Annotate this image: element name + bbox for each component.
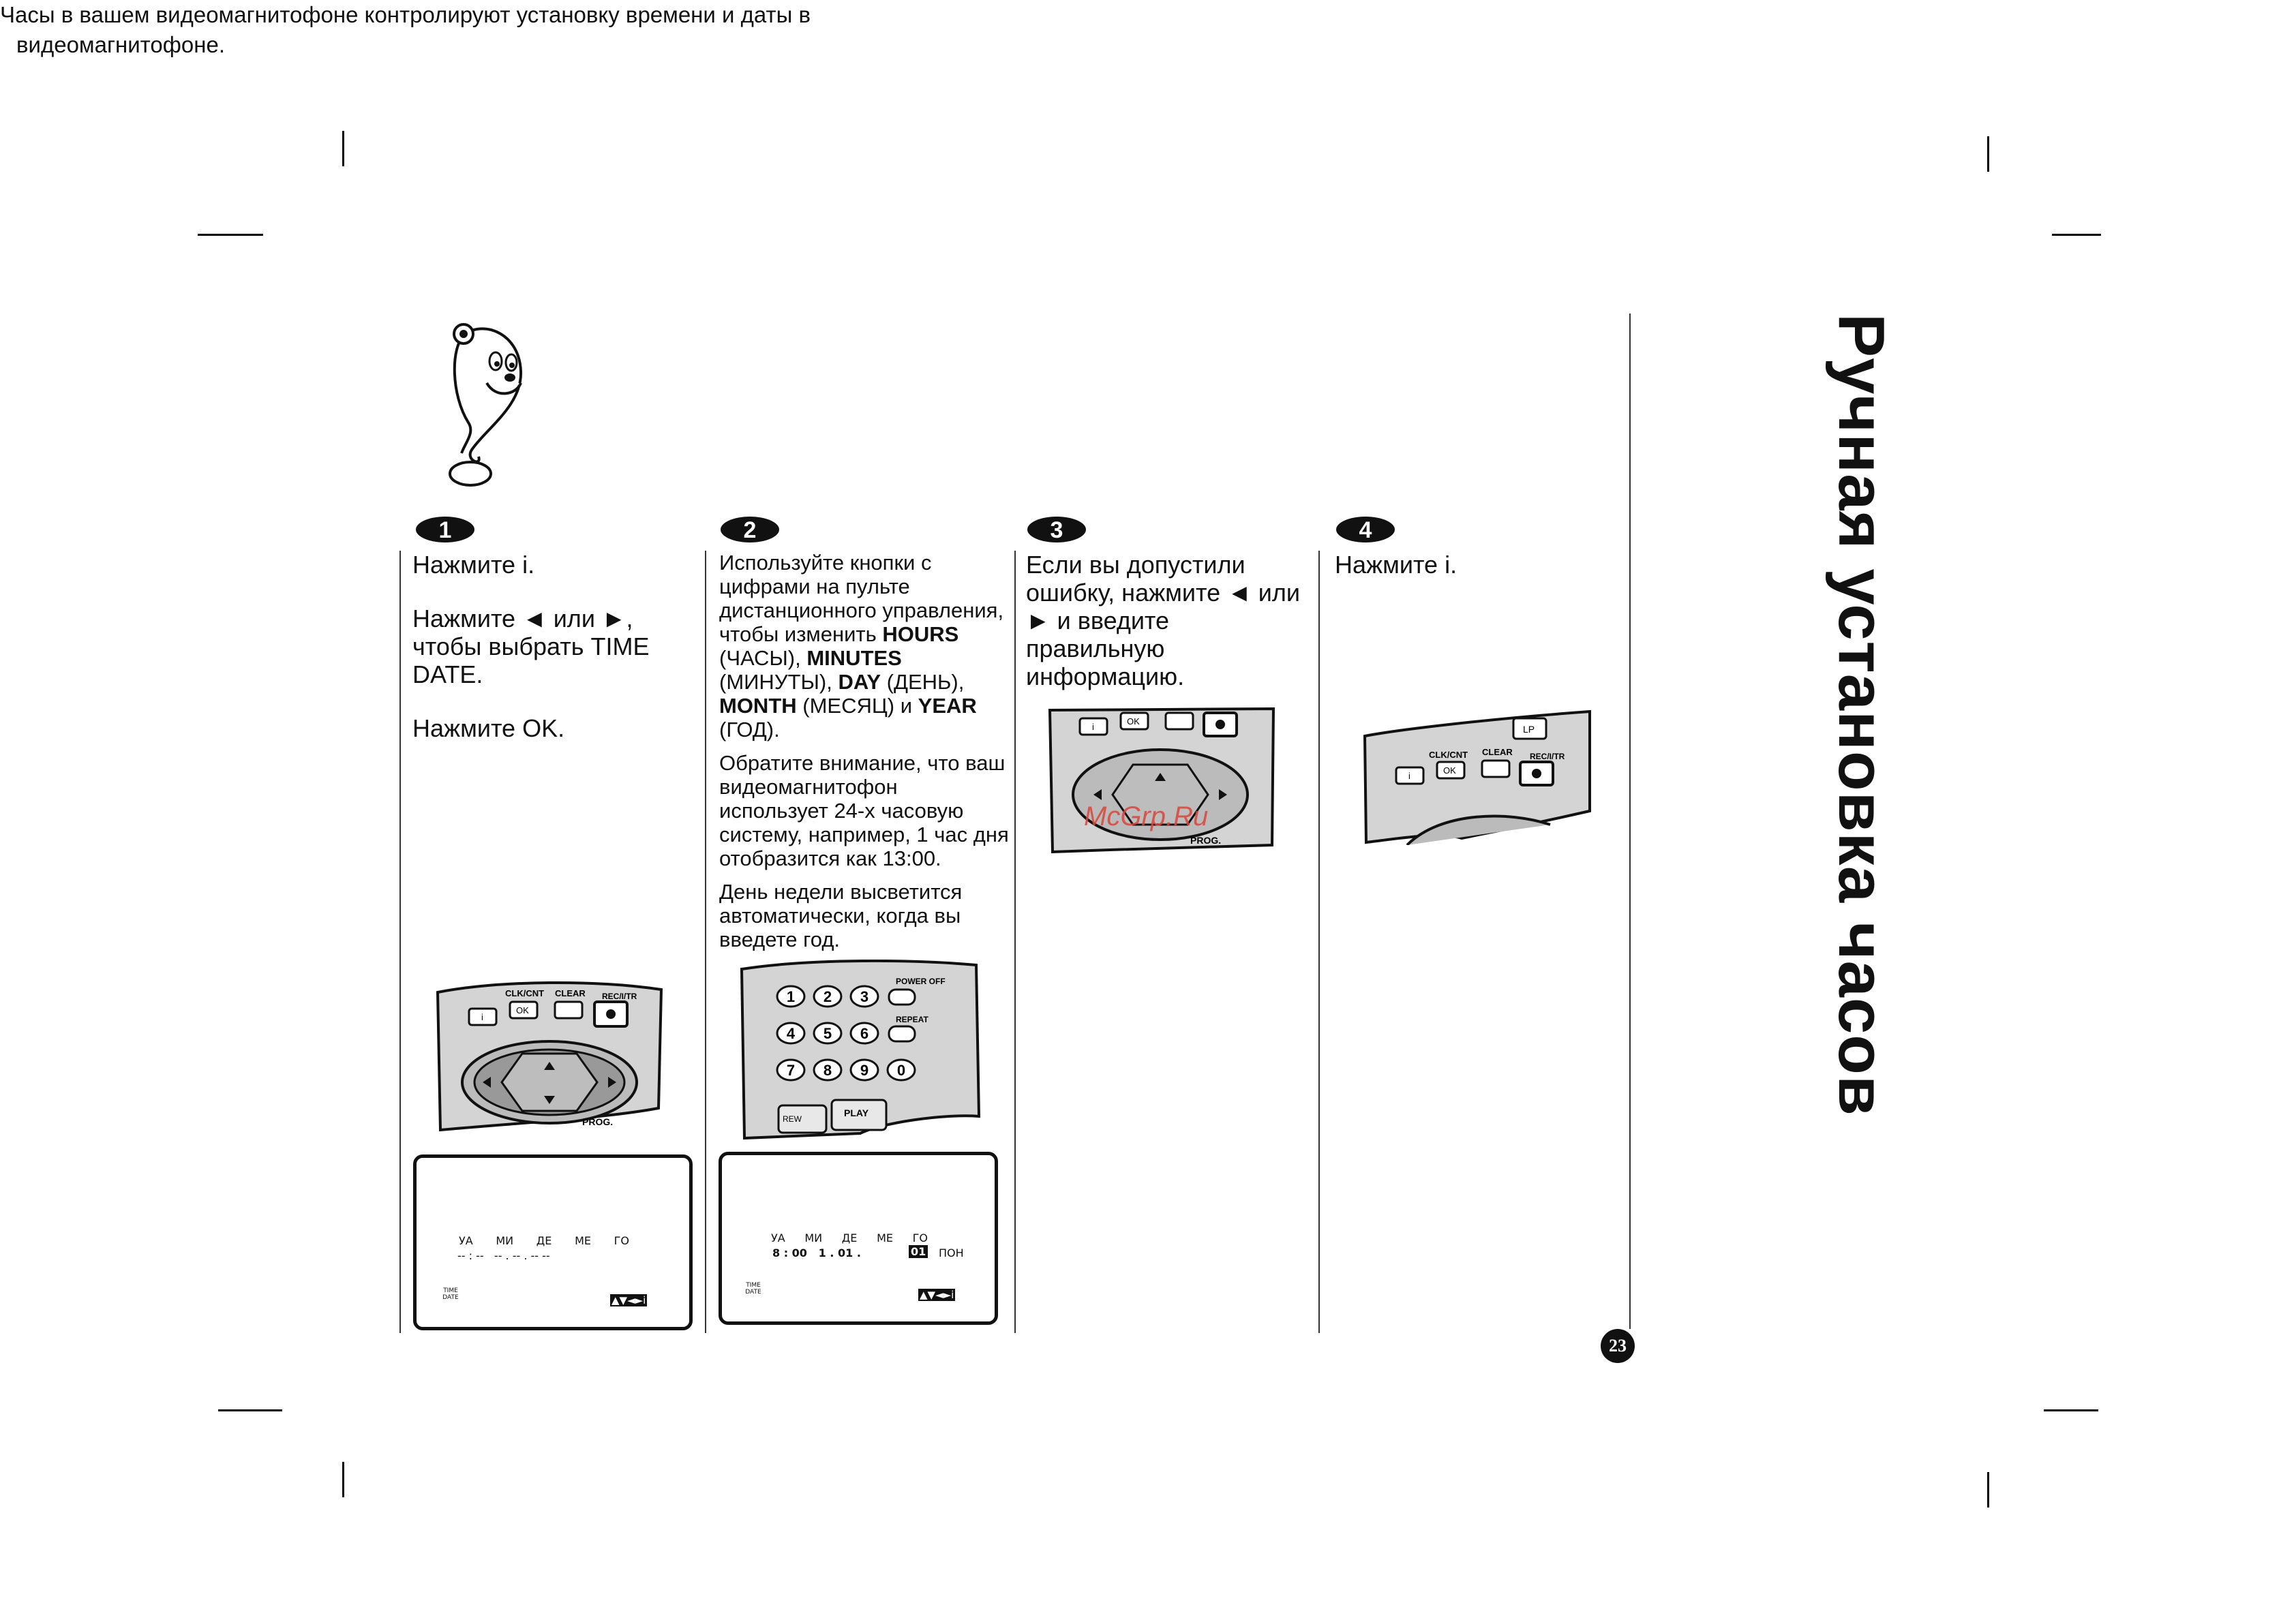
step-2-text [719, 551, 1012, 961]
prog-label: PROG. [1190, 835, 1222, 846]
repeat-label: REPEAT [896, 1015, 928, 1024]
step-4-digit: 4 [1359, 517, 1372, 543]
remote-control-step-4-illustration [1359, 709, 1594, 845]
rec-label: REC/I/TR [602, 992, 637, 1001]
prog-label: PROG. [582, 1116, 614, 1127]
osd-header: МИ [804, 1231, 823, 1244]
step-2-para-2: Обратите внимание, что ваш видеомагнитофон использует 24-х часовую систему, например, 1 час дня отобразится как 13:00. [719, 751, 1009, 870]
month-ru: (МЕСЯЦ) и [796, 694, 918, 718]
osd-header: ГО [614, 1234, 629, 1247]
time-date-icon: TIME DATE [442, 1287, 459, 1301]
osd-header: УА [459, 1234, 473, 1247]
hours-ru: (ЧАСЫ), [719, 646, 807, 670]
play-label: PLAY [844, 1107, 869, 1118]
intro-line-1: Часы в вашем видеомагнитофоне контролируют установку времени и даты в [0, 2, 811, 27]
osd-header: УА [771, 1231, 785, 1244]
step-1-line-2: Нажмите ◄ или ►, чтобы выбрать TIME DATE. [412, 605, 650, 688]
osd-values: 8 : 00 1 . 01 . [772, 1246, 861, 1259]
step-2-text-a: Используйте кнопки с цифрами на пульте дистанционного управления, чтобы изменить [719, 551, 1004, 646]
ok-button-label: OK [1443, 765, 1456, 776]
column-divider [1014, 551, 1016, 1333]
column-divider [1629, 313, 1631, 1329]
osd-values: -- : -- -- . -- . -- -- [457, 1249, 550, 1262]
step-3-line-1: Если вы допустили ошибку, нажмите ◄ или ► и введите правильную информацию. [1026, 551, 1300, 690]
intro-line-2: видеомагнитофоне. [16, 32, 226, 57]
watermark: McGrp.Ru [1084, 801, 1209, 831]
step-1-text [412, 551, 699, 768]
digit-1-label: 1 [786, 988, 796, 1005]
i-button-label: i [481, 1012, 483, 1022]
year-ru: (ГОД). [719, 718, 780, 741]
year-term: YEAR [918, 694, 977, 718]
i-button-label: i [1092, 722, 1094, 732]
hours-term: HOURS [882, 622, 959, 646]
osd-nav-keys: ▲▼◄►i [611, 1294, 646, 1306]
lp-label: LP [1523, 724, 1535, 735]
clear-label: CLEAR [555, 988, 586, 998]
tv-screen-step-2 [719, 1152, 998, 1325]
digit-5-label: 5 [823, 1025, 832, 1042]
osd-nav-keys: ▲▼◄►i [920, 1289, 954, 1301]
step-2-digit: 2 [743, 517, 757, 543]
page-number: 23 [1601, 1329, 1635, 1363]
step-4-line-1: Нажмите i. [1335, 551, 1457, 579]
step-number-3 [1026, 515, 1087, 544]
column-divider [1318, 551, 1320, 1333]
minutes-ru: (МИНУТЫ), [719, 670, 839, 694]
step-3-digit: 3 [1050, 517, 1063, 543]
osd-headers [459, 1234, 629, 1247]
power-off-label: POWER OFF [896, 977, 946, 986]
digit-7-label: 7 [786, 1062, 796, 1079]
ok-button-label: OK [1127, 716, 1140, 726]
osd-weekday: ПОН [939, 1246, 964, 1259]
i-button-label: i [1408, 771, 1410, 781]
column-divider [705, 551, 706, 1333]
rec-label: REC/I/TR [1530, 752, 1565, 761]
digit-2-label: 2 [823, 988, 832, 1005]
step-number-1 [414, 515, 476, 544]
digit-3-label: 3 [860, 988, 869, 1005]
rew-label: REW [783, 1114, 802, 1124]
tv-screen-step-1 [413, 1154, 693, 1330]
column-divider [399, 551, 401, 1333]
step-3-text [1026, 551, 1312, 716]
intro-text [0, 0, 954, 60]
step-number-2 [719, 515, 781, 544]
osd-header: МЕ [575, 1234, 591, 1247]
digit-8-label: 8 [823, 1062, 832, 1079]
digit-4-label: 4 [786, 1025, 796, 1042]
minutes-term: MINUTES [806, 646, 902, 670]
osd-year-cursor: 01 [909, 1245, 928, 1258]
osd-headers [771, 1231, 928, 1244]
remote-control-arrows-illustration [434, 979, 665, 1142]
step-1-line-1: Нажмите i. [412, 551, 535, 579]
osd-header: ДЕ [841, 1231, 858, 1244]
digit-9-label: 9 [860, 1062, 869, 1079]
clk-cnt-label: CLK/CNT [1429, 750, 1468, 760]
clk-cnt-label: CLK/CNT [505, 988, 545, 998]
osd-header: МЕ [877, 1231, 893, 1244]
osd-header: ГО [912, 1231, 928, 1244]
step-1-digit: 1 [438, 517, 452, 543]
step-4-text [1335, 551, 1621, 605]
remote-control-numbers-illustration [738, 960, 997, 1150]
step-number-4 [1335, 515, 1396, 544]
month-term: MONTH [719, 694, 797, 718]
clear-button [555, 1002, 582, 1018]
day-term: DAY [838, 670, 881, 694]
page-title-text: Ручная установка часов [1825, 313, 1898, 1116]
time-date-icon: TIME DATE [745, 1282, 761, 1296]
step-2-para-3: День недели высветится автоматически, когда вы введете год. [719, 880, 963, 951]
osd-header: МИ [496, 1234, 514, 1247]
clear-label: CLEAR [1482, 747, 1513, 757]
ghost-mascot-icon [444, 320, 533, 487]
ok-button-label: OK [516, 1005, 529, 1015]
digit-0-label: 0 [896, 1062, 906, 1079]
step-1-line-3: Нажмите OK. [412, 714, 565, 742]
step-2-para-1 [719, 551, 1012, 741]
digit-6-label: 6 [860, 1025, 869, 1042]
osd-header: ДЕ [536, 1234, 552, 1247]
page-title [1807, 313, 1916, 1131]
day-ru: (ДЕНЬ), [881, 670, 965, 694]
